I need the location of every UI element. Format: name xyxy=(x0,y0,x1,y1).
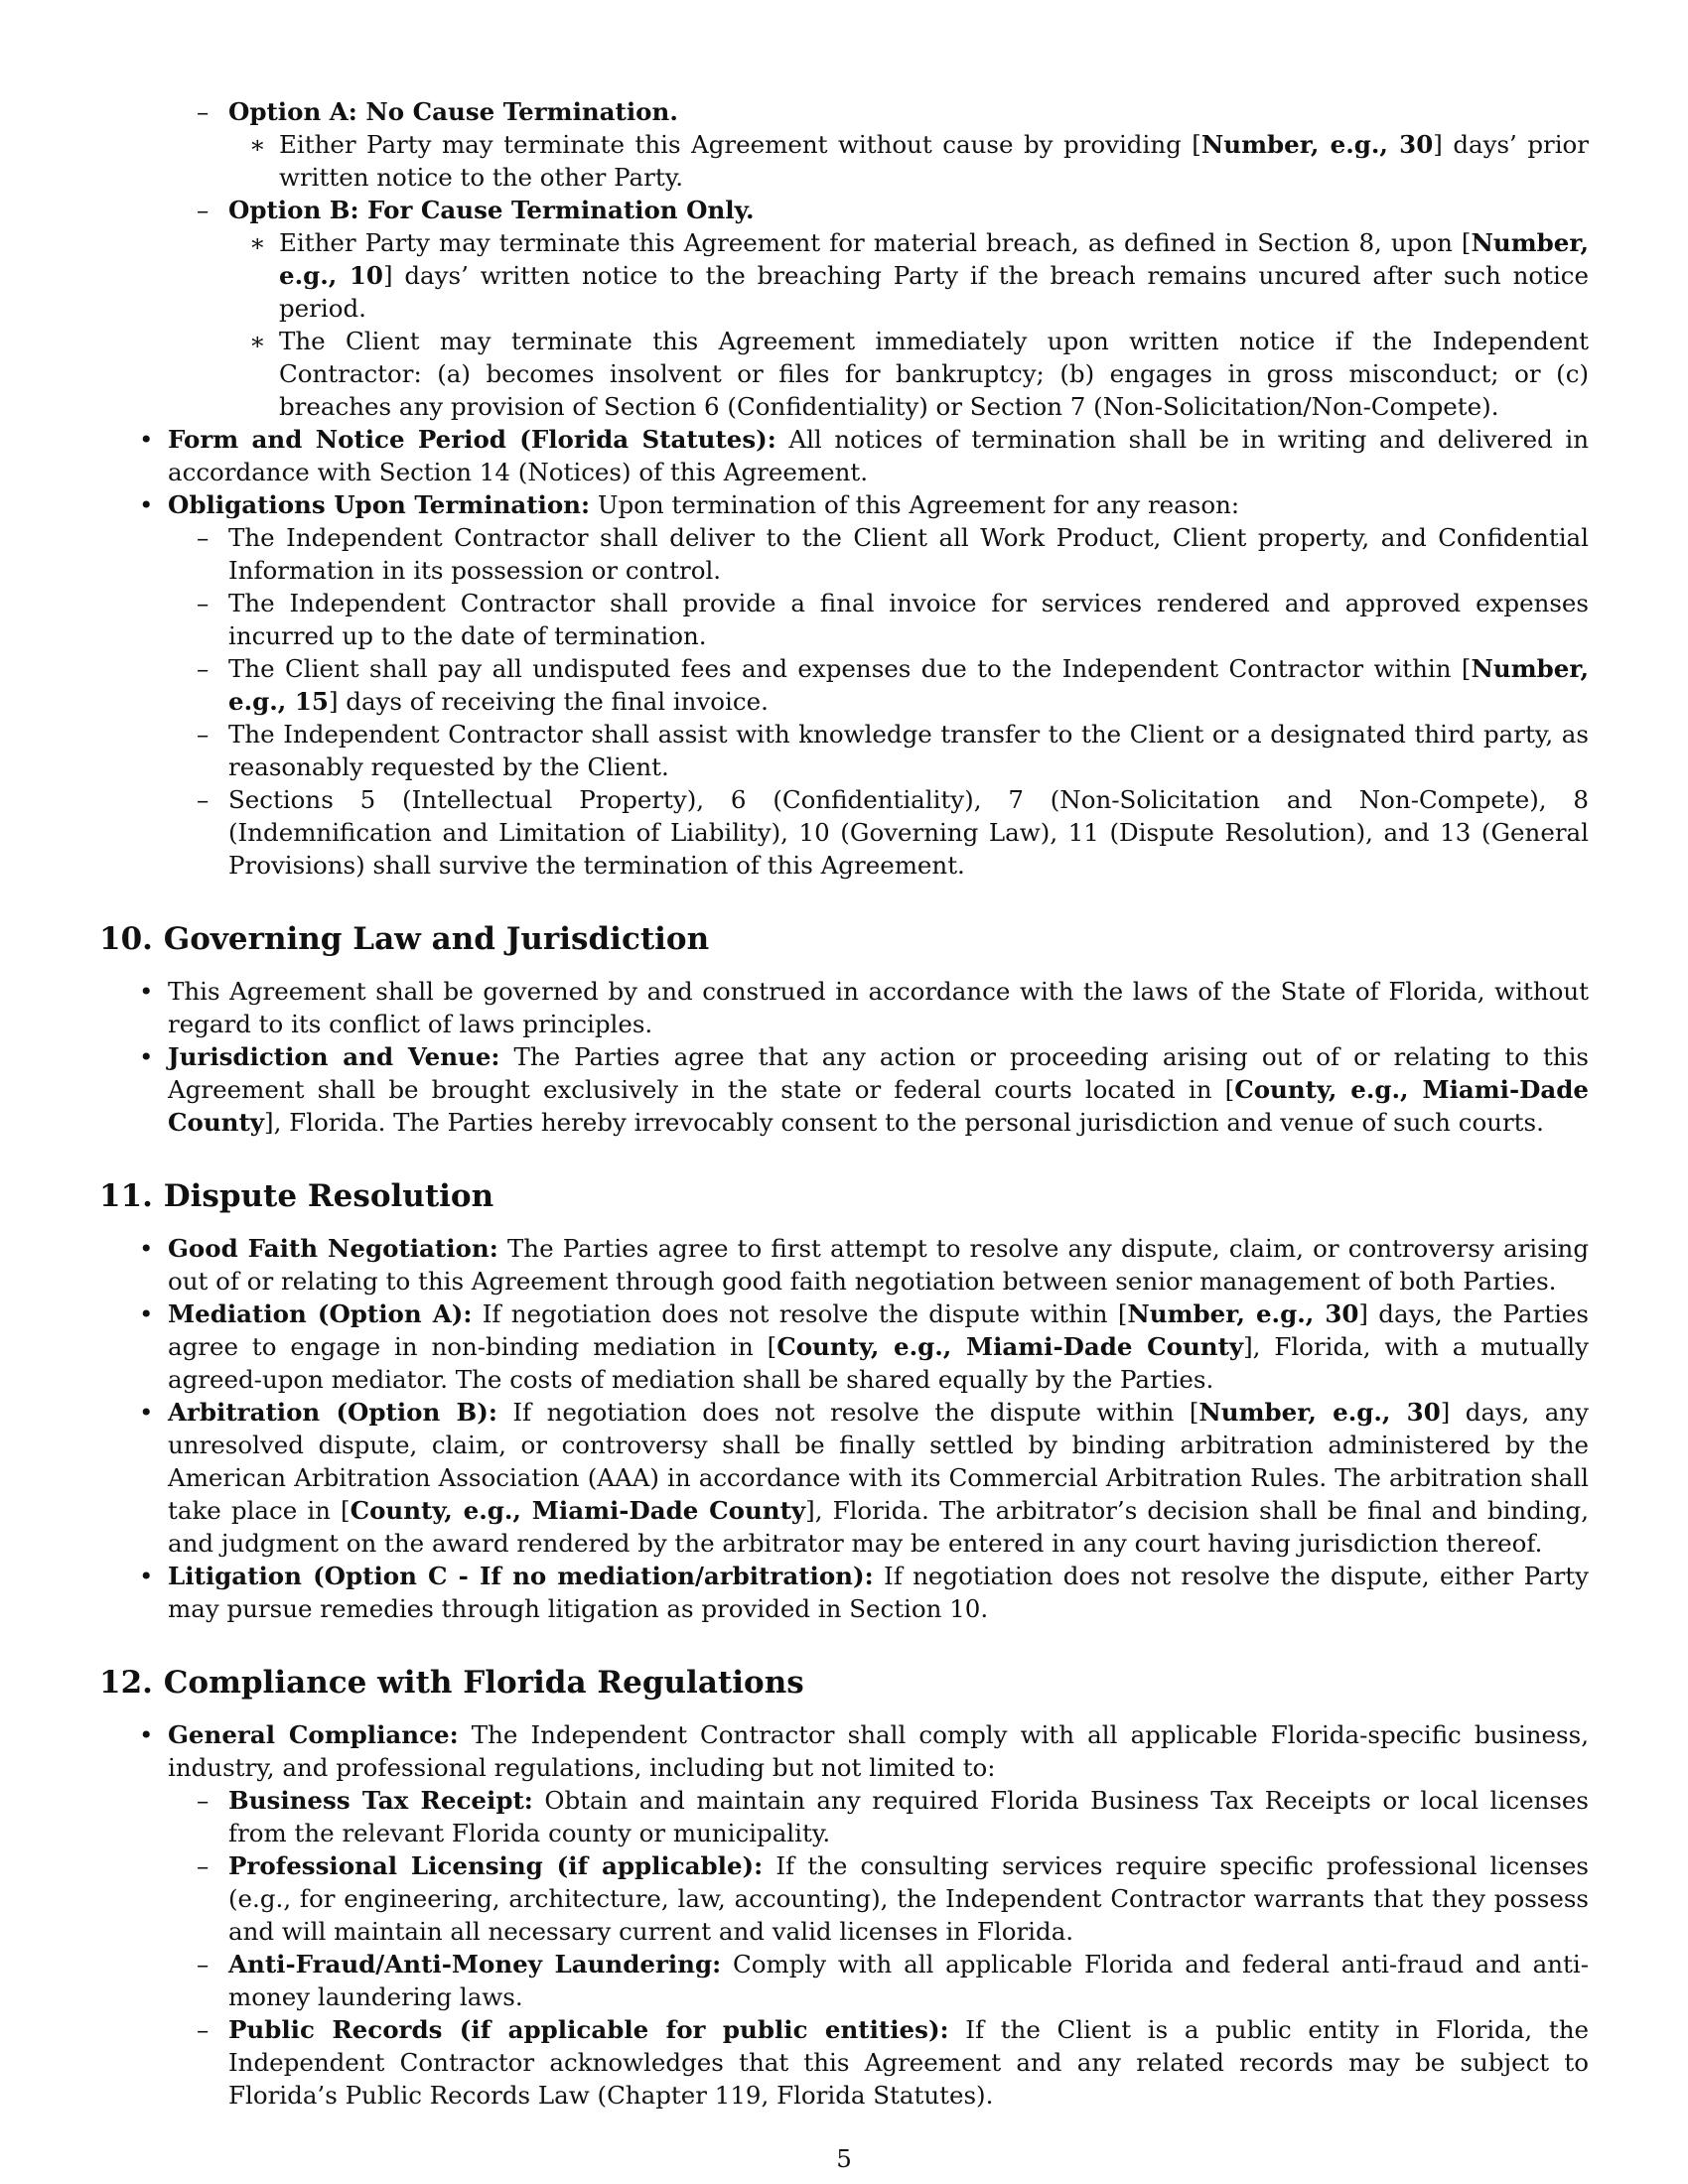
obligation-1: – The Independent Contractor shall deliver to the Client all Work Product, Client property, and Confidential Information in its possession or control. xyxy=(197,523,1589,585)
bullet-marker: • xyxy=(139,1299,154,1328)
bullet-marker: • xyxy=(139,1042,154,1071)
bullet-marker: • xyxy=(139,977,154,1006)
option-a-detail: ∗ Either Party may terminate this Agreement without cause by providing [Number, e.g., 30] days’ prior written notice to the other Party. xyxy=(249,130,1590,192)
arbitration-item: • Arbitration (Option B): If negotiation does not resolve the dispute within [Number, e.g., 30] days, any unresolved dispute, claim, or controversy shall be finally settled by binding arbitration administered by the American Arbitration Association (AAA) in accordance with its Commercial Arbitration Rules. The arbitration shall take place in [County, e.g., Miami-Dade County], Florida. The arbitrator’s decision shall be final and binding, and judgment on the award rendered by the arbitrator may be entered in any court having jurisdiction thereof. xyxy=(139,1398,1590,1558)
litigation-item: • Litigation (Option C - If no mediation/arbitration): If negotiation does not resolve the dispute, either Party may pursue remedies through litigation as provided in Section 10. xyxy=(139,1562,1589,1623)
bullet-marker: • xyxy=(139,1234,154,1263)
bullet-marker: • xyxy=(139,1398,154,1427)
dash-marker: – xyxy=(197,654,210,683)
section-11-heading: 11. Dispute Resolution xyxy=(99,1178,494,1214)
dash-marker: – xyxy=(197,785,210,814)
section-12 xyxy=(99,1663,1589,1703)
option-b-item xyxy=(99,194,1589,226)
option-a-item xyxy=(99,95,1589,128)
star-marker: ∗ xyxy=(249,327,266,355)
obligations-item: • Obligations Upon Termination: Upon termination of this Agreement for any reason: xyxy=(139,490,1240,519)
form-notice-item: • Form and Notice Period (Florida Statutes): All notices of termination shall be in writing and delivered in accordance with Section 14 (Notices) of this Agreement. xyxy=(139,425,1589,486)
obligation-3: – The Client shall pay all undisputed fees and expenses due to the Independent Contractor within [Number, e.g., 15] days of receiving the final invoice. xyxy=(197,654,1589,716)
star-marker: ∗ xyxy=(249,130,266,159)
obligation-5: – Sections 5 (Intellectual Property), 6 (Confidentiality), 7 (Non-Solicitation and Non-Compete), 8 (Indemnification and Limitation of Liability), 10 (Governing Law), 11 (Dispute Resolution), and 13 (General Provisions) shall survive the termination of this Agreement. xyxy=(197,785,1589,880)
anti-fraud-item: – Anti-Fraud/Anti-Money Laundering: Comply with all applicable Florida and federal anti-fraud and anti-money laundering laws. xyxy=(197,1950,1589,2011)
dash-marker: – xyxy=(197,2015,210,2044)
dash-marker: – xyxy=(197,1851,210,1880)
venue-item: • Jurisdiction and Venue: The Parties agree that any action or proceeding arising out of or relating to this Agreement shall be brought exclusively in the state or federal courts located in [County, e.g., Miami-Dade County], Florida. The Parties hereby irrevocably consent to the personal jurisdiction and venue of such courts. xyxy=(139,1042,1589,1137)
document-page xyxy=(99,95,1589,2112)
bullet-marker: • xyxy=(139,490,154,519)
bullet-marker: • xyxy=(139,1720,154,1749)
obligation-4: – The Independent Contractor shall assist with knowledge transfer to the Client or a designated third party, as reasonably requested by the Client. xyxy=(197,720,1589,781)
mediation-item: • Mediation (Option A): If negotiation does not resolve the dispute within [Number, e.g., 30] days, the Parties agree to engage in non-binding mediation in [County, e.g., Miami-Dade County], Florida, with a mutually agreed-upon mediator. The costs of mediation shall be shared equally by the Parties. xyxy=(139,1299,1589,1394)
option-b-detail-2: ∗ The Client may terminate this Agreement immediately upon written notice if the Independent Contractor: (a) becomes insolvent or files for bankruptcy; (b) engages in gross misconduct; or (c) breaches any provision of Section 6 (Confidentiality) or Section 7 (Non-Solicitation/Non-Compete). xyxy=(249,327,1589,421)
dash-marker: – xyxy=(197,1950,210,1979)
page-number: 5 xyxy=(836,2144,852,2173)
section-10-heading: 10. Governing Law and Jurisdiction xyxy=(99,921,710,957)
public-records-item: – Public Records (if applicable for public entities): If the Client is a public entity in Florida, the Independent Contractor acknowledges that this Agreement and any related records may be subject to Florida’s Public Records Law (Chapter 119, Florida Statutes). xyxy=(197,2015,1589,2110)
dash-marker: – xyxy=(197,720,210,749)
negotiation-item: • Good Faith Negotiation: The Parties agree to first attempt to resolve any dispute, claim, or controversy arising out of or relating to this Agreement through good faith negotiation between senior management of both Parties. xyxy=(139,1234,1589,1296)
section-12-heading: 12. Compliance with Florida Regulations xyxy=(99,1665,804,1701)
dash-marker: – xyxy=(197,523,210,552)
professional-licensing-item: – Professional Licensing (if applicable): If the consulting services require specific professional licenses (e.g., for engineering, architecture, law, accounting), the Independent Contractor warrants that they possess and will maintain all necessary current and valid licenses in Florida. xyxy=(197,1851,1589,1946)
dash-marker: – xyxy=(197,196,210,224)
section-10 xyxy=(99,919,1589,959)
section-11 xyxy=(99,1176,1589,1216)
general-compliance-item: • General Compliance: The Independent Contractor shall comply with all applicable Florida-specific business, industry, and professional regulations, including but not limited to: xyxy=(139,1720,1589,1782)
bullet-marker: • xyxy=(139,425,154,454)
option-b-detail-1: ∗ Either Party may terminate this Agreement for material breach, as defined in Section 8, upon [Number, e.g., 10] days’ written notice to the breaching Party if the breach remains uncured after such notice period. xyxy=(249,228,1589,323)
star-marker: ∗ xyxy=(249,228,266,257)
governing-law-item: • This Agreement shall be governed by and construed in accordance with the laws of the State of Florida, without regard to its conflict of laws principles. xyxy=(139,977,1589,1038)
option-a-title: Option A: No Cause Termination. xyxy=(228,97,678,126)
obligation-2: – The Independent Contractor shall provide a final invoice for services rendered and approved expenses incurred up to the date of termination. xyxy=(197,589,1589,650)
dash-marker: – xyxy=(197,1786,210,1815)
dash-marker: – xyxy=(197,589,210,617)
business-tax-item: – Business Tax Receipt: Obtain and maintain any required Florida Business Tax Receipts or local licenses from the relevant Florida county or municipality. xyxy=(197,1786,1589,1847)
option-b-title: Option B: For Cause Termination Only. xyxy=(228,196,755,224)
dash-marker: – xyxy=(197,97,210,126)
bullet-marker: • xyxy=(139,1562,154,1590)
